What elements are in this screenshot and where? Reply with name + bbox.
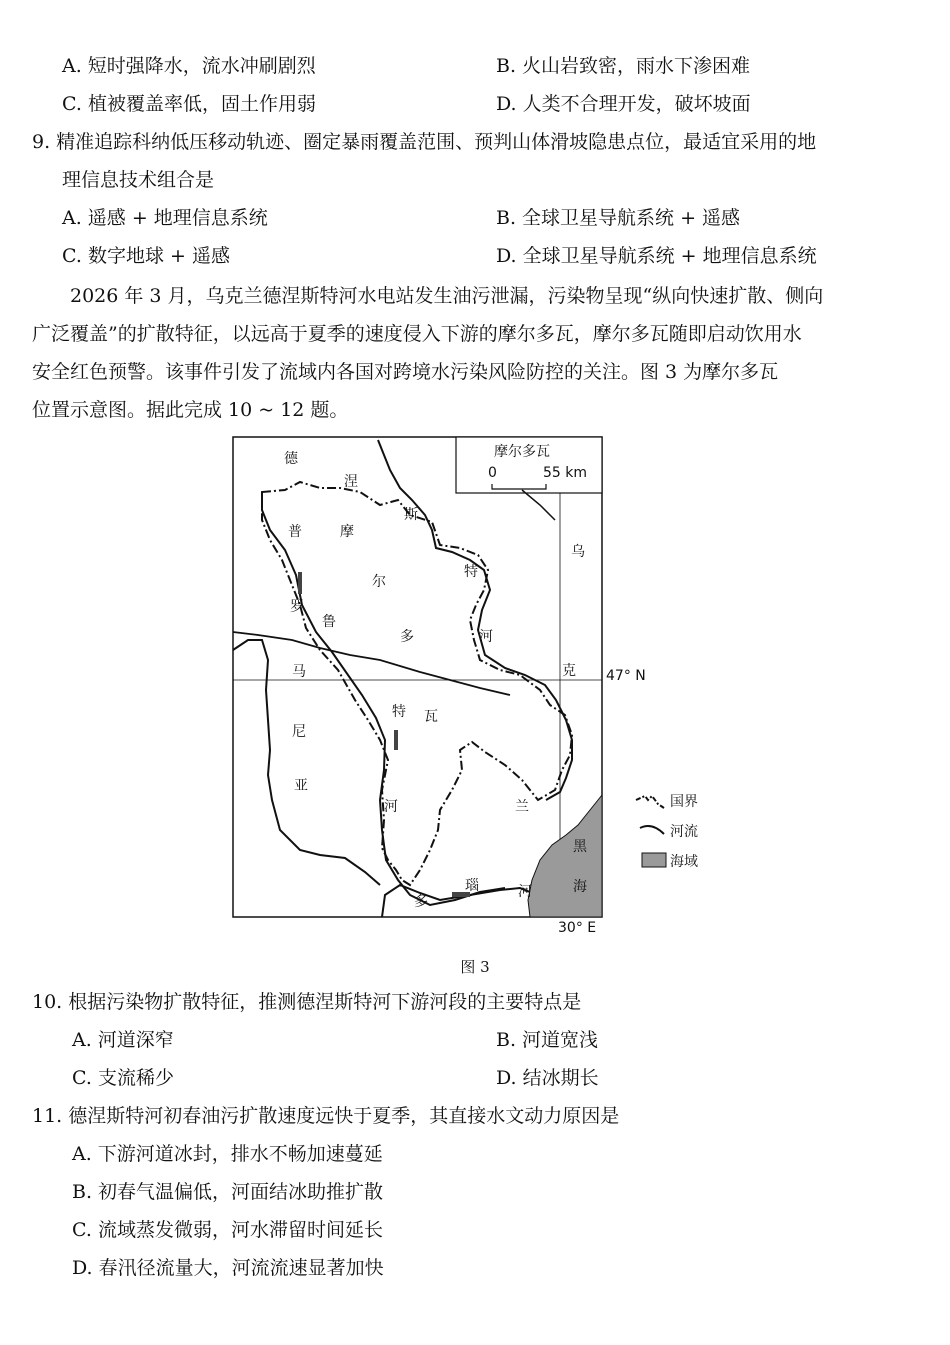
lon-30-label: 30° E: [558, 920, 597, 936]
q9-option-a: A. 遥感 + 地理信息系统: [62, 207, 268, 229]
label-lan: 兰: [515, 799, 529, 815]
q9-stem-line2: 理信息技术组合是: [62, 169, 215, 191]
label-duo: 多: [400, 629, 414, 645]
q8-option-c: C. 植被覆盖率低，固土作用弱: [62, 93, 316, 115]
q9-option-d: D. 全球卫星导航系统 + 地理信息系统: [496, 245, 817, 267]
label-he3: 河: [518, 884, 532, 900]
q8-option-b: B. 火山岩致密，雨水下渗困难: [496, 55, 751, 77]
map-inset-title: 摩尔多瓦: [494, 444, 550, 460]
q9-option-c: C. 数字地球 + 遥感: [62, 245, 230, 267]
legend-border-label: 国界: [670, 794, 698, 810]
label-ya: 亚: [294, 778, 308, 794]
label-ma: 马: [292, 664, 306, 680]
q10-option-b: B. 河道宽浅: [496, 1029, 599, 1051]
label-si: 斯: [404, 507, 418, 523]
q11-option-c: C. 流域蒸发微弱，河水滞留时间延长: [72, 1219, 383, 1241]
danube-river: [382, 885, 530, 917]
q11-option-d: D. 春汛径流量大，河流流速显著加快: [72, 1257, 384, 1279]
lat-47-label: 47° N: [606, 668, 646, 684]
q9-stem-line1: 9. 精准追踪科纳低压移动轨迹、圈定暴雨覆盖范围、预判山体滑坡隐患点位，最适宜采用的地: [32, 131, 817, 153]
map-scale-zero: 0: [488, 465, 497, 481]
passage-line2: 广泛覆盖”的扩散特征，以远高于夏季的速度侵入下游的摩尔多瓦，摩尔多瓦随即启动饮用水: [32, 323, 802, 345]
label-lu: 鲁: [322, 614, 336, 630]
prut-river: [262, 492, 505, 905]
label-pu: 普: [288, 524, 302, 540]
label-de: 德: [284, 451, 298, 467]
q8-option-d: D. 人类不合理开发，破坏坡面: [496, 93, 751, 115]
q11-stem: 11. 德涅斯特河初春油污扩散速度远快于夏季，其直接水文动力原因是: [32, 1105, 620, 1127]
reservoir-2: [394, 730, 398, 750]
legend-sea-label: 海域: [670, 854, 698, 870]
passage-line3: 安全红色预警。该事件引发了流域内各国对跨境水污染风险防控的关注。图 3 为摩尔多瓦: [32, 361, 779, 383]
legend-river-label: 河流: [670, 824, 698, 840]
legend-sea-symbol: [642, 853, 666, 867]
label-duo2: 多: [414, 894, 428, 910]
passage-line1: 2026 年 3 月，乌克兰德涅斯特河水电站发生油污泄漏，污染物呈现“纵向快速扩散、侧向: [70, 285, 824, 307]
dniester-river: [378, 440, 572, 800]
label-nie: 涅: [344, 474, 358, 490]
q10-option-c: C. 支流稀少: [72, 1067, 174, 1089]
label-luo: 罗: [290, 599, 304, 615]
legend-border-symbol: [636, 796, 664, 808]
q11-option-b: B. 初春气温偏低，河面结冰助推扩散: [72, 1181, 384, 1203]
q11-option-a: A. 下游河道冰封，排水不畅加速蔓延: [72, 1143, 383, 1165]
label-ke: 克: [562, 663, 576, 679]
tributary-river: [233, 632, 510, 695]
label-nao: 瑙: [465, 878, 479, 894]
label-wa: 瓦: [424, 709, 438, 725]
label-he1: 河: [479, 629, 493, 645]
legend-river-symbol: [640, 826, 664, 834]
map-scale-value: 55 km: [543, 465, 588, 481]
siret-river: [233, 640, 380, 885]
q10-stem: 10. 根据污染物扩散特征，推测德涅斯特河下游河段的主要特点是: [32, 991, 582, 1013]
reservoir-1: [298, 572, 302, 594]
label-er: 尔: [372, 574, 386, 590]
passage-line4: 位置示意图。据此完成 10 ~ 12 题。: [32, 399, 349, 421]
q10-option-a: A. 河道深窄: [72, 1029, 174, 1051]
q8-option-a: A. 短时强降水，流水冲刷剧烈: [62, 55, 316, 77]
black-sea-area: [528, 795, 602, 917]
ukraine-river: [522, 490, 555, 520]
moldova-border: [262, 482, 572, 885]
label-ni: 尼: [292, 724, 306, 740]
label-he2: 河: [384, 799, 398, 815]
figure-caption: 图 3: [460, 958, 490, 976]
q9-option-b: B. 全球卫星导航系统 + 遥感: [496, 207, 741, 229]
label-wu: 乌: [571, 544, 585, 560]
label-te: 特: [464, 564, 478, 580]
label-te2: 特: [392, 704, 406, 720]
label-hei: 黑: [573, 839, 587, 855]
label-hai: 海: [573, 879, 587, 895]
q10-option-d: D. 结冰期长: [496, 1067, 599, 1089]
label-mo: 摩: [340, 524, 354, 540]
